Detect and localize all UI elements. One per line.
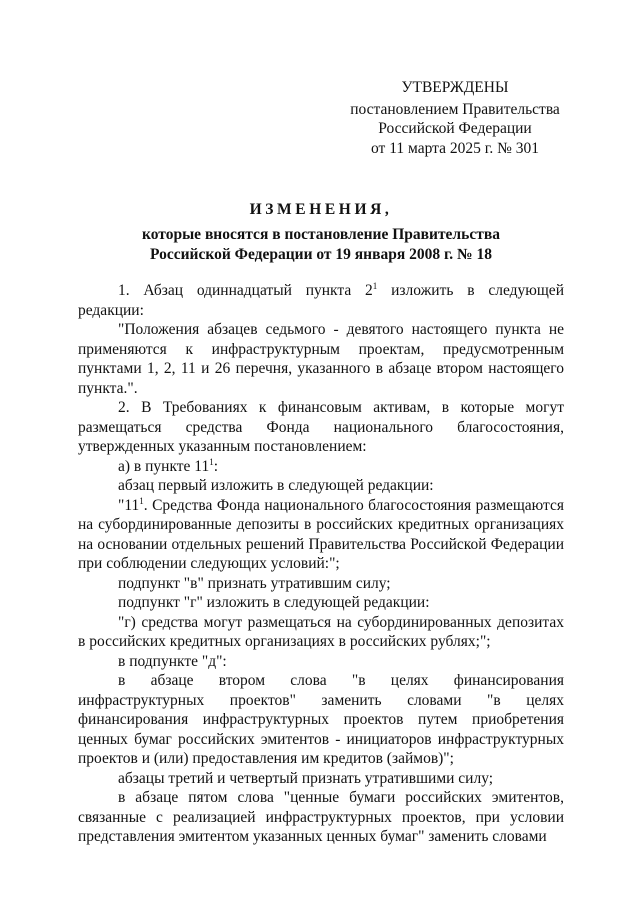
approval-line-2: Российской Федерации: [378, 120, 532, 137]
approval-heading: УТВЕРЖДЕНЫ: [401, 79, 509, 96]
paragraph-1-text: 1. Абзац одиннадцатый пункта 2: [118, 282, 373, 299]
paragraph-7: подпункт "в" признать утратившим силу;: [118, 574, 391, 592]
paragraph-6-text: "11: [118, 496, 140, 514]
paragraph-4-sup: 1: [209, 456, 214, 467]
paragraph-6-sup: 1: [139, 495, 144, 506]
approval-line-1: постановлением Правительства: [350, 100, 560, 118]
paragraph-4-text: а) в пункте 11: [118, 457, 210, 475]
paragraph-6-tail: . Средства Фонда национального благосостояния размещаются на субординированные депозиты в российских кредитных организациях на основании отдельных решений Правительства Российской Федерации при соблюдении следующих условий:";: [78, 496, 564, 572]
paragraph-1: [78, 281, 564, 320]
paragraph-2: "Положения абзацев седьмого - девятого настоящего пункта не применяются к инфраструктурным проектам, предусмотренным пунктами 1, 2, 11 и 26 перечня, указанного в абзаце втором настоящего пункта.".: [78, 321, 564, 397]
subtitle-line-1: которые вносятся в постановление Правительства: [142, 226, 500, 243]
approval-block: [340, 78, 570, 158]
document-title: ИЗМЕНЕНИЯ,: [249, 201, 393, 218]
subtitle-line-2: Российской Федерации от 19 января 2008 г. № 18: [150, 245, 492, 263]
paragraph-3: 2. В Требованиях к финансовым активам, в которые могут размещаться средства Фонда национального благосостояния, утвержденных указанным постановлением:: [78, 399, 564, 455]
paragraph-4-tail: :: [213, 457, 219, 475]
paragraph-8: подпункт "г" изложить в следующей редакции:: [118, 594, 430, 611]
paragraph-6: [78, 496, 564, 574]
paragraph-12: абзацы третий и четвертый признать утратившими силу;: [118, 769, 494, 787]
document-subtitle: [78, 225, 564, 264]
paragraph-10: в подпункте "д":: [118, 652, 227, 670]
paragraph-1-tail: изложить в следующей редакции:: [78, 282, 564, 319]
paragraph-4: [78, 457, 564, 477]
paragraph-9: "г) средства могут размещаться на субординированных депозитах в российских кредитных организациях в российских рублях;";: [78, 613, 564, 650]
approval-line-3: от 11 марта 2025 г. № 301: [371, 139, 539, 157]
paragraph-5: абзац первый изложить в следующей редакции:: [118, 477, 434, 494]
document-body: [78, 281, 564, 847]
paragraph-1-sup: 1: [372, 280, 378, 291]
paragraph-11: в абзаце втором слова "в целях финансирования инфраструктурных проектов" заменить словами "в целях финансирования инфраструктурных проектов путем приобретения ценных бумаг российских эмитентов - инициаторов инфраструктурных проектов и (или) предоставления им кредитов (займов)";: [78, 672, 564, 767]
paragraph-13: в абзаце пятом слова "ценные бумаги российских эмитентов, связанные с реализацией инфраструктурных проектов, при условии представления эмитентом указанных ценных бумаг" заменить словами: [78, 789, 564, 845]
